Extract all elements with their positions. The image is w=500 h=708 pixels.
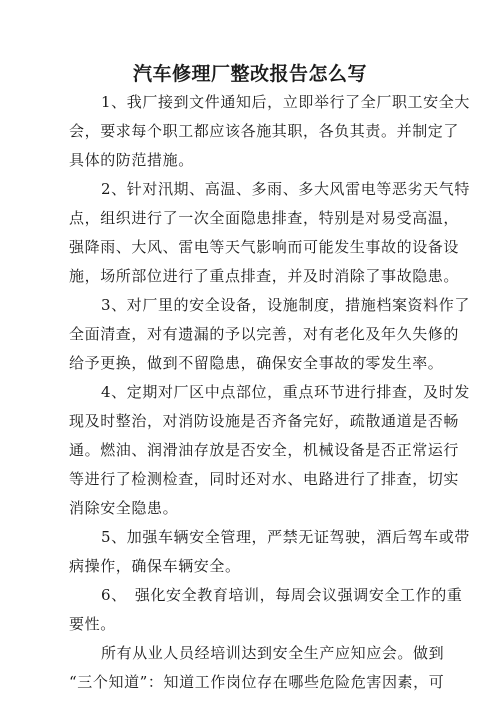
text-line: 所有从业人员经培训达到安全生产应知应会。做到 — [101, 644, 445, 662]
text-line: 施，场所部位进行了重点排查，并及时消除了事故隐患。 — [69, 267, 460, 285]
paragraph — [69, 378, 470, 523]
text-line: 2、针对汛期、高温、多雨、多大风雷电等恶劣天气特 — [101, 180, 470, 198]
text-line: 点，组织进行了一次全面隐患排查，特别是对易受高温， — [69, 209, 460, 227]
text-line: 现及时整治，对消防设施是否齐备完好，疏散通道是否畅 — [69, 412, 460, 430]
paragraph — [69, 581, 463, 639]
text-line: 全面清查，对有遗漏的予以完善，对有老化及年久失修的 — [69, 325, 460, 343]
document-body — [69, 88, 470, 697]
text-line: 要性。 — [69, 615, 116, 633]
paragraph — [69, 88, 470, 175]
text-line: 强降雨、大风、雷电等天气影响而可能发生事故的设备设 — [69, 238, 460, 256]
text-line: 具体的防范措施。 — [69, 151, 194, 169]
text-line: 5、加强车辆安全管理，严禁无证驾驶，酒后驾车或带 — [101, 528, 470, 546]
text-line: 4、定期对厂区中点部位，重点环节进行排查，及时发 — [101, 383, 470, 401]
text-line: 等进行了检测检查，同时还对水、电路进行了排查，切实 — [69, 470, 460, 488]
text-line: 消除安全隐患。 — [69, 499, 179, 517]
text-line: 1、我厂接到文件通知后，立即举行了全厂职工安全大 — [101, 93, 470, 111]
text-line: 3、对厂里的安全设备，设施制度，措施档案资料作了 — [101, 296, 470, 314]
text-line: 6、 强化安全教育培训，每周会议强调安全工作的重 — [101, 586, 463, 604]
text-line: “三个知道”：知道工作岗位存在哪些危险危害因素，可 — [69, 673, 445, 691]
text-line: 会，要求每个职工都应该各施其职，各负其责。并制定了 — [69, 122, 460, 140]
paragraph — [69, 175, 470, 291]
paragraph — [69, 291, 470, 378]
text-line: 给予更换，做到不留隐患，确保安全事故的零发生率。 — [69, 354, 444, 372]
text-line: 病操作，确保车辆安全。 — [69, 557, 241, 575]
paragraph — [69, 523, 470, 581]
document-title: 汽车修理厂整改报告怎么写 — [132, 63, 367, 85]
text-line: 通。燃油、润滑油存放是否安全，机械设备是否正常运行 — [69, 441, 460, 459]
paragraph — [69, 639, 445, 697]
